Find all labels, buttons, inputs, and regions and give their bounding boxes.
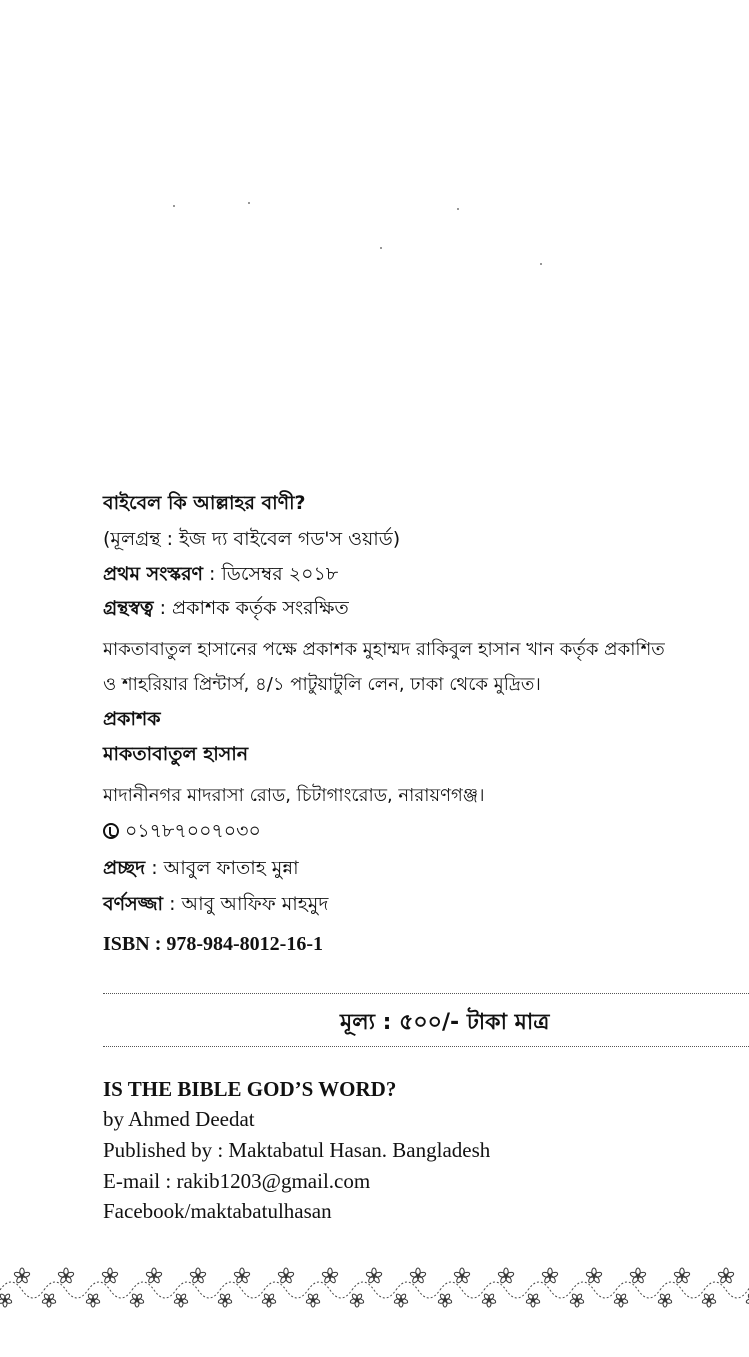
rule-top	[103, 993, 749, 994]
ornament-border-icon	[0, 1262, 749, 1312]
copyright-label: গ্রন্থস্বত্ব	[103, 597, 154, 619]
english-publisher: Published by : Maktabatul Hasan. Bangladesh	[103, 1138, 491, 1162]
copyright-line	[103, 599, 349, 618]
edition-label: প্রথম সংস্করণ	[103, 563, 204, 585]
decorative-border	[0, 1262, 749, 1312]
english-author: by Ahmed Deedat	[103, 1107, 255, 1131]
imprint-line-1: মাকতাবাতুল হাসানের পক্ষে প্রকাশক মুহাম্মদ রাকিবুল হাসান খান কর্তৃক প্রকাশিত	[103, 639, 665, 660]
paper-speck	[248, 202, 250, 204]
publisher-address: মাদানীনগর মাদরাসা রোড, চিটাগাংরোড, নারায়ণগঞ্জ।	[103, 785, 485, 806]
cover-label: প্রচ্ছদ	[103, 857, 146, 879]
copyright-value: : প্রকাশক কর্তৃক সংরক্ষিত	[153, 597, 349, 619]
phone-line	[103, 822, 261, 841]
bangla-title: বাইবেল কি আল্লাহর বাণী?	[103, 492, 306, 514]
cover-value: : আবুল ফাতাহ মুন্না	[145, 857, 299, 879]
edition-line	[103, 565, 338, 584]
original-title: (মূলগ্রন্থ : ইজ দ্য বাইবেল গড'স ওয়ার্ড)	[103, 528, 401, 550]
typesetting-value: : আবু আফিফ মাহমুদ	[163, 893, 329, 915]
publisher-heading: প্রকাশক	[103, 708, 161, 730]
paper-speck	[540, 263, 542, 265]
publisher-name: মাকতাবাতুল হাসান	[103, 743, 249, 765]
english-title: IS THE BIBLE GOD’S WORD?	[103, 1077, 397, 1101]
paper-speck	[173, 205, 175, 207]
rule-bottom	[103, 1046, 749, 1047]
english-facebook: Facebook/maktabatulhasan	[103, 1199, 332, 1223]
phone-icon	[103, 823, 119, 839]
cover-line	[103, 859, 299, 878]
typesetting-line	[103, 895, 328, 914]
isbn: ISBN : 978-984-8012-16-1	[103, 933, 323, 955]
paper-speck	[380, 247, 382, 249]
imprint-line-2: ও শাহরিয়ার প্রিন্টার্স, ৪/১ পাটুয়াটুলি লেন, ঢাকা থেকে মুদ্রিত।	[103, 674, 541, 695]
price: মূল্য : ৫০০/- টাকা মাত্র	[340, 1010, 550, 1035]
english-email: E-mail : rakib1203@gmail.com	[103, 1169, 371, 1193]
phone-number: ০১৭৮৭০০৭০৩০	[125, 820, 261, 842]
paper-speck	[457, 208, 459, 210]
edition-value: : ডিসেম্বর ২০১৮	[203, 563, 339, 585]
typesetting-label: বর্ণসজ্জা	[103, 893, 164, 915]
